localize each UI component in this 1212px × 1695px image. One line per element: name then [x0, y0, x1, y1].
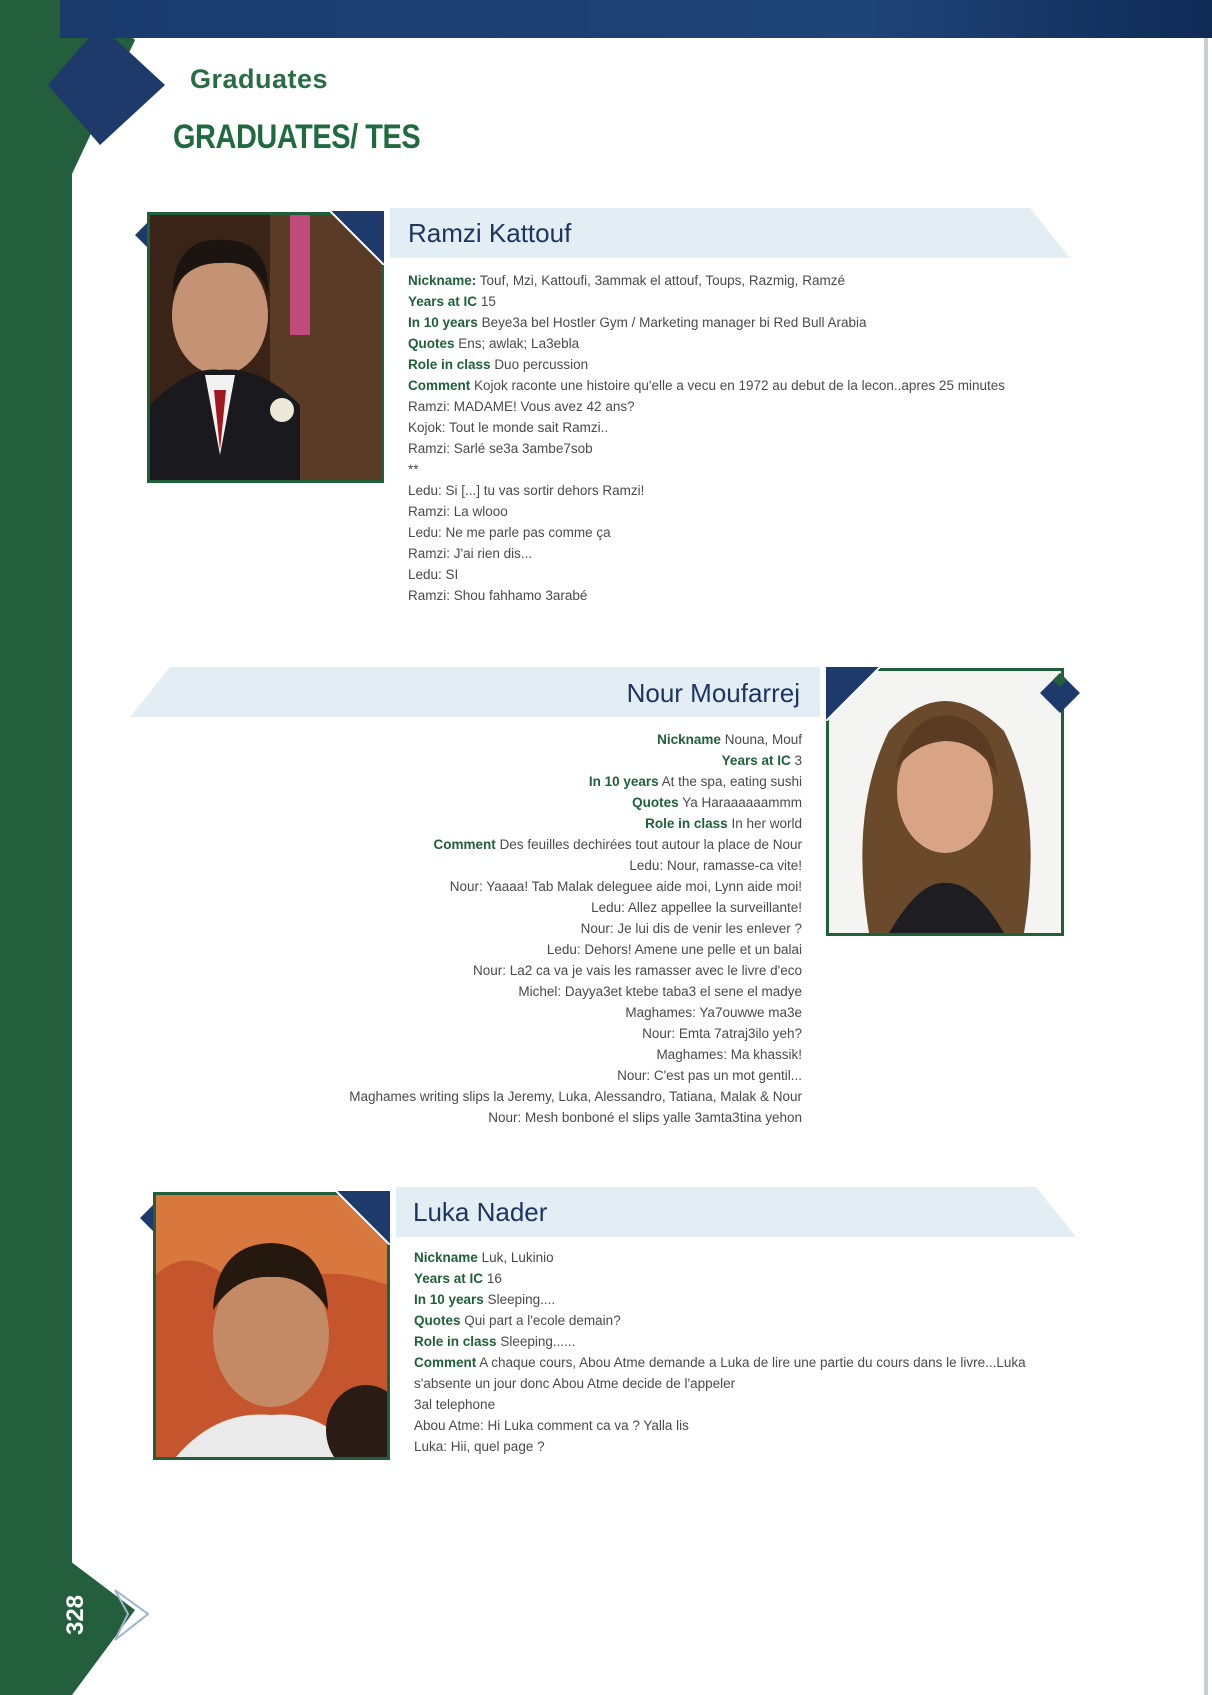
- dialogue-line: Luka: Hii, quel page ?: [414, 1439, 545, 1454]
- field-label: Nickname:: [408, 273, 477, 288]
- dialogue-line: Ramzi: Sarlé se3a 3ambe7sob: [408, 441, 593, 456]
- dialogue-line: Nour: La2 ca va je vais les ramasser avec le livre d'eco: [473, 963, 802, 978]
- field-nickname: [408, 270, 1068, 291]
- dialogue-line: s'absente un jour donc Abou Atme decide de l'appeler: [414, 1376, 736, 1391]
- field-comment: [414, 1352, 1094, 1373]
- field-value: 15: [480, 294, 496, 309]
- photo-corner-triangle: [330, 211, 384, 265]
- dialogue-line: Ramzi: J'ai rien dis...: [408, 546, 533, 561]
- field-label: Role in class: [414, 1334, 497, 1349]
- page-number: 328: [62, 1594, 89, 1636]
- field-label: In 10 years: [408, 315, 478, 330]
- dialogue-line: Michel: Dayya3et ktebe taba3 el sene el madye: [518, 984, 802, 999]
- field-label: Years at IC: [414, 1271, 484, 1286]
- dialogue-line: Kojok: Tout le monde sait Ramzi..: [408, 420, 609, 435]
- field-years: [300, 750, 802, 771]
- field-label: Years at IC: [408, 294, 478, 309]
- field-value: 3: [794, 753, 802, 768]
- field-label: In 10 years: [414, 1292, 484, 1307]
- field-label: Role in class: [645, 816, 728, 831]
- dialogue-line: Maghames: Ya7ouwwe ma3e: [625, 1005, 802, 1020]
- dialogue-line: Ledu: Allez appellee la surveillante!: [591, 900, 802, 915]
- field-label: Comment: [408, 378, 471, 393]
- dialogue-line: Nour: Mesh bonboné el slips yalle 3amta3tina yehon: [488, 1110, 802, 1125]
- field-label: Quotes: [414, 1313, 461, 1328]
- field-value: Nouna, Mouf: [724, 732, 802, 747]
- graduate-name: Nour Moufarrej: [626, 678, 800, 708]
- field-label: Years at IC: [721, 753, 791, 768]
- field-comment: [408, 375, 1068, 396]
- dialogue-line: Ledu: Dehors! Amene une pelle et un balai: [546, 942, 802, 957]
- dialogue-line: **: [408, 462, 419, 477]
- field-value: A chaque cours, Abou Atme demande a Luka de lire une partie du cours dans le livre...Luka: [479, 1355, 1026, 1370]
- field-quotes: [300, 792, 802, 813]
- dialogue-line: Maghames writing slips la Jeremy, Luka, Alessandro, Tatiana, Malak & Nour: [349, 1089, 802, 1104]
- photo-corner-triangle: [336, 1191, 390, 1245]
- navy-diamond-decoration: [1035, 668, 1085, 718]
- field-role: [414, 1331, 1094, 1352]
- dialogue-line: Ramzi: La wlooo: [408, 504, 508, 519]
- photo-corner-triangle: [826, 667, 880, 721]
- dialogue-line: Ledu: Nour, ramasse-ca vite!: [629, 858, 802, 873]
- field-years: [408, 291, 1068, 312]
- field-label: Nickname: [657, 732, 721, 747]
- field-value: 16: [486, 1271, 502, 1286]
- graduate-entry-luka: [414, 1247, 1094, 1457]
- field-label: Quotes: [632, 795, 679, 810]
- field-role: [408, 354, 1068, 375]
- field-role: [300, 813, 802, 834]
- dialogue-line: Nour: Emta 7atraj3ilo yeh?: [642, 1026, 802, 1041]
- dialogue-line: Maghames: Ma khassik!: [656, 1047, 802, 1062]
- dialogue-line: Ledu: Ne me parle pas comme ça: [408, 525, 611, 540]
- section-title: GRADUATES/ TES: [173, 118, 421, 156]
- graduate-entry-nour: [300, 729, 802, 1128]
- graduate-entry-ramzi: [408, 270, 1068, 606]
- dialogue-line: Ledu: Si [...] tu vas sortir dehors Ramzi!: [408, 483, 645, 498]
- field-value: At the spa, eating sushi: [661, 774, 802, 789]
- field-value: Qui part a l'ecole demain?: [464, 1313, 621, 1328]
- dialogue-line: Nour: Yaaaa! Tab Malak deleguee aide moi, Lynn aide moi!: [449, 879, 802, 894]
- field-label: Comment: [414, 1355, 477, 1370]
- dialogue-line: Ramzi: Shou fahhamo 3arabé: [408, 588, 588, 603]
- field-value: Luk, Lukinio: [481, 1250, 554, 1265]
- top-navy-bar: [60, 0, 1212, 38]
- field-label: Comment: [433, 837, 496, 852]
- field-label: Quotes: [408, 336, 455, 351]
- dialogue-line: Nour: C'est pas un mot gentil...: [617, 1068, 802, 1083]
- field-value: In her world: [731, 816, 802, 831]
- field-value: Des feuilles dechirées tout autour la place de Nour: [499, 837, 802, 852]
- section-label: Graduates: [190, 64, 329, 94]
- field-nickname: [300, 729, 802, 750]
- graduate-name: Luka Nader: [413, 1197, 548, 1227]
- dialogue-line: Ramzi: MADAME! Vous avez 42 ans?: [408, 399, 635, 414]
- field-value: Beye3a bel Hostler Gym / Marketing manager bi Red Bull Arabia: [481, 315, 867, 330]
- dialogue-line: Abou Atme: Hi Luka comment ca va ? Yalla lis: [414, 1418, 689, 1433]
- field-in-10-years: [408, 312, 1068, 333]
- field-quotes: [414, 1310, 1094, 1331]
- field-label: Nickname: [414, 1250, 478, 1265]
- field-in-10-years: [300, 771, 802, 792]
- dialogue-line: 3al telephone: [414, 1397, 496, 1412]
- dialogue-line: Ledu: SI: [408, 567, 459, 582]
- field-value: Touf, Mzi, Kattoufi, 3ammak el attouf, Toups, Razmig, Ramzé: [479, 273, 845, 288]
- dialogue-line: Nour: Je lui dis de venir les enlever ?: [580, 921, 802, 936]
- field-label: In 10 years: [588, 774, 659, 789]
- field-value: Ens; awlak; La3ebla: [458, 336, 580, 351]
- field-label: Role in class: [408, 357, 491, 372]
- field-value: Sleeping......: [500, 1334, 576, 1349]
- field-value: Duo percussion: [494, 357, 589, 372]
- field-nickname: [414, 1247, 1094, 1268]
- field-quotes: [408, 333, 1068, 354]
- field-value: Ya Haraaaaaammm: [682, 795, 802, 810]
- field-value: Sleeping....: [487, 1292, 556, 1307]
- field-value: Kojok raconte une histoire qu'elle a vecu en 1972 au debut de la lecon..apres 25 minutes: [474, 378, 1005, 393]
- graduate-name: Ramzi Kattouf: [408, 218, 572, 248]
- field-comment: [300, 834, 802, 855]
- field-years: [414, 1268, 1094, 1289]
- field-in-10-years: [414, 1289, 1094, 1310]
